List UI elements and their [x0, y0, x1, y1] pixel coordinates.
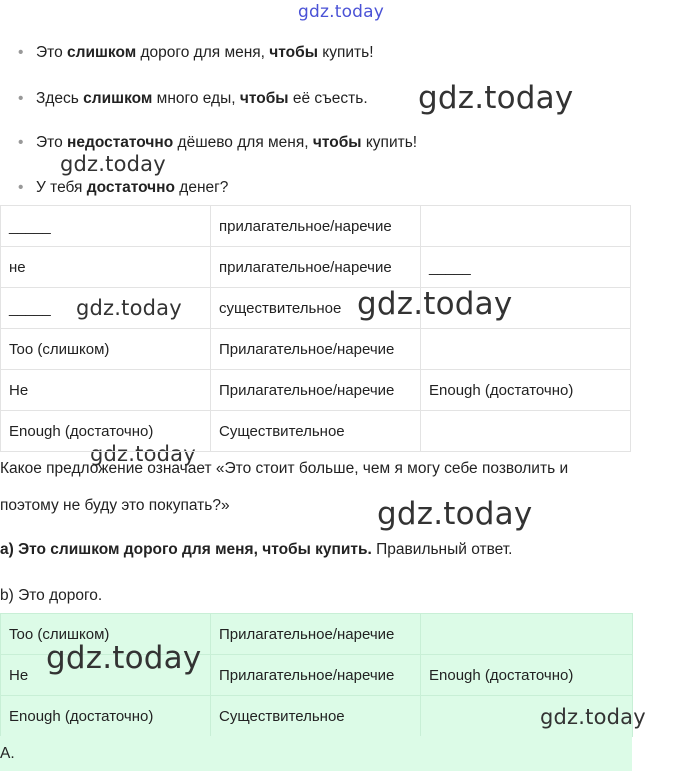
table-cell [421, 614, 633, 655]
table-cell: Enough (достаточно) [421, 370, 631, 411]
table-cell: Существительное [211, 696, 421, 737]
table-cell [421, 329, 631, 370]
text-run: купить! [361, 134, 418, 151]
list-item [18, 133, 417, 153]
bold-phrase: чтобы [312, 134, 362, 151]
table-cell: Enough (достаточно) [421, 655, 633, 696]
question-line-1: Какое предложение означает «Это стоит больше, чем я могу себе позволить и [0, 460, 569, 477]
text-run: Это [36, 134, 67, 151]
answer-a-text: a) Это слишком дорого для меня, чтобы купить. [0, 541, 372, 558]
bold-phrase: достаточно [86, 179, 175, 196]
question-line-2: поэтому не буду это покупать?» [0, 497, 230, 514]
watermark: gdz.today [60, 152, 166, 176]
text-run: купить! [317, 44, 374, 61]
table-row [1, 411, 631, 452]
table-row [1, 329, 631, 370]
table-cell: Too (слишком) [1, 329, 211, 370]
table-cell [421, 411, 631, 452]
bold-phrase: чтобы [239, 90, 289, 107]
bullet-dot: • [18, 179, 24, 196]
table-cell: прилагательное/наречие [211, 247, 421, 288]
bullet-text [36, 134, 417, 151]
table-cell: существительное [211, 288, 421, 329]
bold-phrase: слишком [67, 44, 137, 61]
watermark: gdz.today [76, 296, 182, 320]
text-run: её съесть. [288, 90, 368, 107]
text-run: дорого для меня, [136, 44, 270, 61]
answer-a-note: Правильный ответ. [371, 541, 513, 558]
table-cell: _____ [1, 288, 211, 329]
bold-phrase: недостаточно [67, 134, 174, 151]
table-cell: _____ [1, 206, 211, 247]
table-cell: Не [1, 370, 211, 411]
bold-phrase: слишком [83, 90, 153, 107]
table-row [1, 288, 631, 329]
table-cell: Enough (достаточно) [1, 696, 211, 737]
bold-phrase: чтобы [269, 44, 318, 61]
table-row [1, 247, 631, 288]
table-cell: не [1, 247, 211, 288]
watermark: gdz.today [377, 496, 533, 532]
table-cell: Прилагательное/наречие [211, 614, 421, 655]
table-cell [421, 288, 631, 329]
watermark: gdz.today [46, 640, 202, 676]
bullet-dot: • [18, 44, 24, 61]
table-cell: Too (слишком) [1, 614, 211, 655]
text-run: Это [36, 44, 67, 61]
table-cell [421, 206, 631, 247]
watermark: gdz.today [357, 286, 513, 322]
list-item [18, 178, 228, 198]
text-run: дёшево для меня, [173, 134, 313, 151]
bullet-dot: • [18, 134, 24, 151]
answer-a [0, 540, 512, 560]
text-run: денег? [175, 179, 229, 196]
bullet-text [36, 179, 228, 196]
watermark-top: gdz.today [298, 2, 385, 22]
bullet-dot: • [18, 90, 24, 107]
text-run: У тебя [36, 179, 87, 196]
table-row [1, 370, 631, 411]
table-cell: _____ [421, 247, 631, 288]
list-item [18, 89, 368, 109]
answer-b: b) Это дорого. [0, 587, 103, 604]
text-run: Здесь [36, 90, 84, 107]
table-row [1, 696, 633, 737]
table-cell: Прилагательное/наречие [211, 370, 421, 411]
table-cell: Прилагательное/наречие [211, 655, 421, 696]
table-cell: Существительное [211, 411, 421, 452]
watermark: gdz.today [540, 705, 646, 729]
watermark: gdz.today [418, 80, 574, 116]
footer-text: A. [0, 745, 15, 762]
list-item [18, 43, 374, 63]
table-cell: Не [1, 655, 211, 696]
bullet-text [36, 44, 374, 61]
table-cell: прилагательное/наречие [211, 206, 421, 247]
bullet-text [36, 90, 368, 107]
watermark: gdz.today [90, 442, 196, 466]
table-cell: Enough (достаточно) [1, 411, 211, 452]
grammar-table [0, 205, 631, 452]
table-cell: Прилагательное/наречие [211, 329, 421, 370]
footer-block [0, 736, 632, 771]
text-run: много еды, [152, 90, 240, 107]
table-row [1, 206, 631, 247]
